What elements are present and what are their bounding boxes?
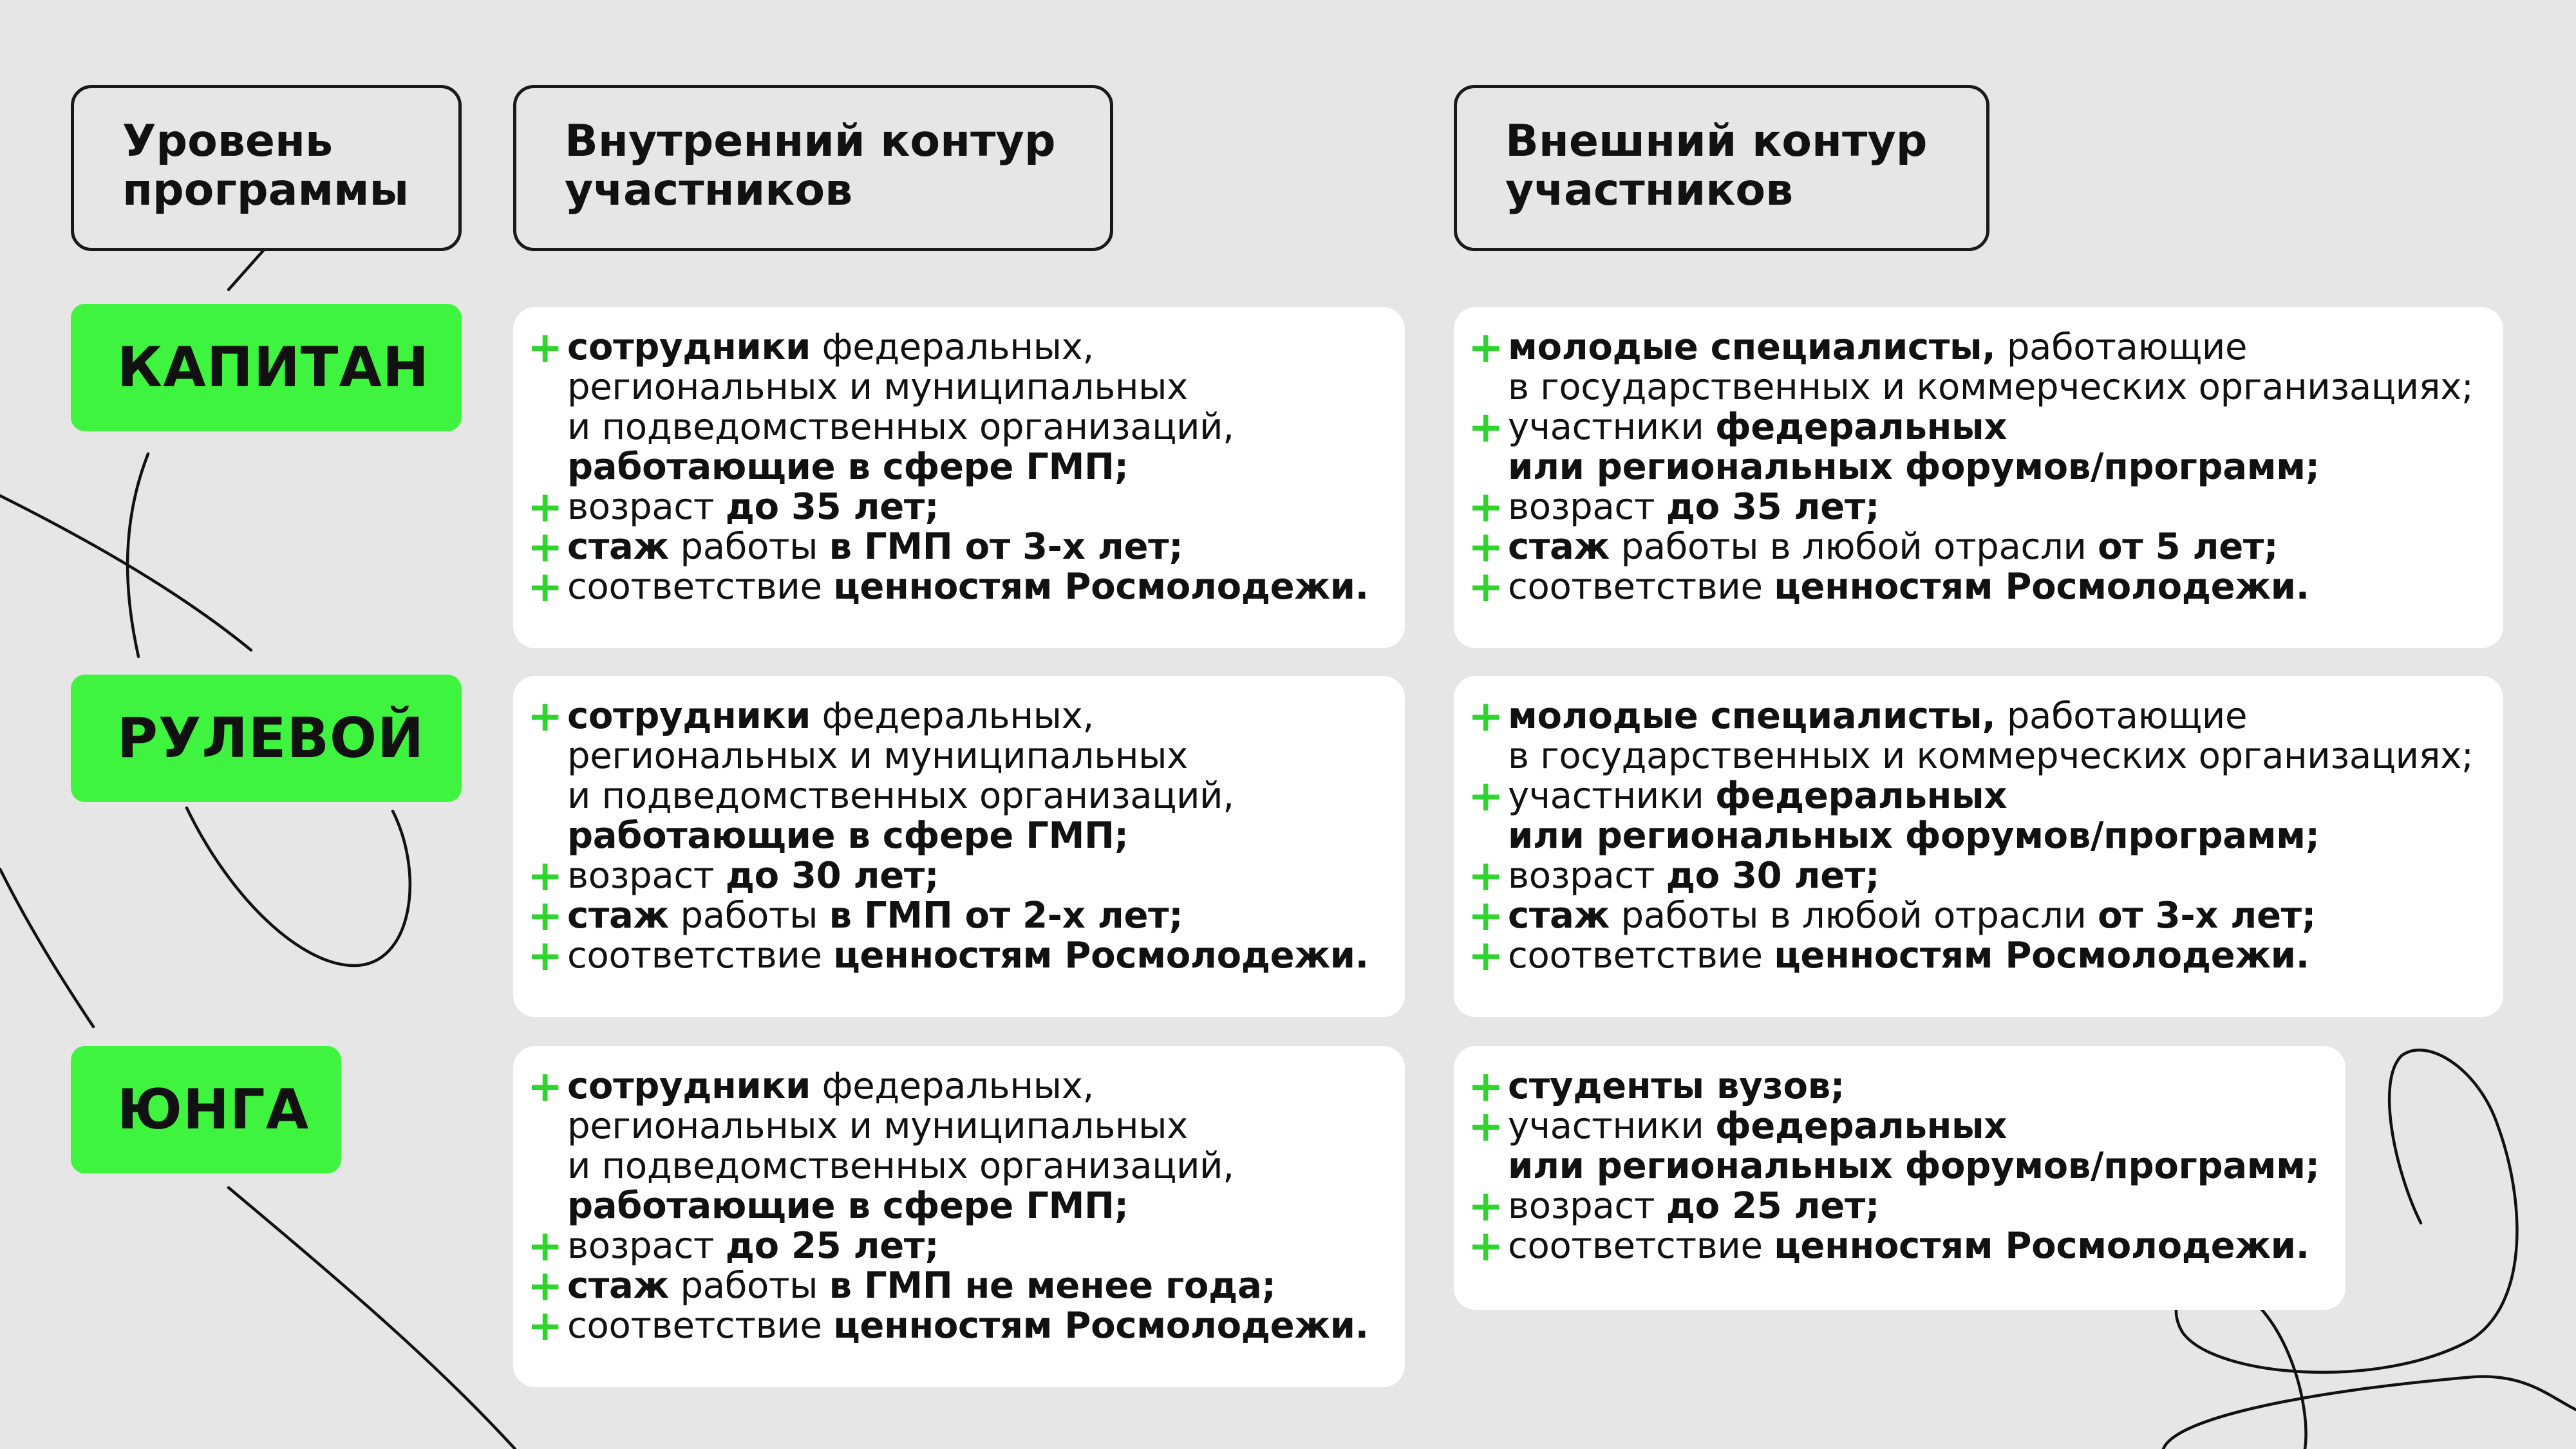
requirement-item xyxy=(1468,402,2503,488)
requirement-line xyxy=(1508,567,2503,607)
plus-icon: + xyxy=(527,562,563,612)
requirement-line xyxy=(1508,776,2503,816)
level-badge-yunga: ЮНГА xyxy=(71,1046,341,1173)
regular-text: возраст xyxy=(567,855,726,897)
requirement-item xyxy=(1468,771,2503,857)
regular-text: в государственных и коммерческих организациях; xyxy=(1508,366,2474,408)
plus-icon: + xyxy=(527,522,563,572)
requirement-line xyxy=(1508,487,2503,527)
bold-text: ценностям Росмолодежи. xyxy=(833,1305,1369,1347)
regular-text: возраст xyxy=(1508,855,1666,897)
requirement-item xyxy=(527,1061,1405,1227)
regular-text: возраст xyxy=(1508,1185,1666,1227)
regular-text: и подведомственных организаций, xyxy=(567,1145,1234,1187)
plus-icon: + xyxy=(1468,522,1504,572)
requirement-line xyxy=(567,1067,1405,1107)
header-level-line1: Уровень xyxy=(122,116,333,167)
regular-text: работы xyxy=(668,895,829,937)
plus-icon: + xyxy=(1468,1061,1504,1111)
requirement-line xyxy=(1508,368,2503,407)
regular-text: работы в любой отрасли xyxy=(1609,526,2098,568)
requirement-line xyxy=(1508,407,2503,447)
plus-icon: + xyxy=(1468,323,1504,372)
requirement-item xyxy=(527,891,1405,940)
plus-icon: + xyxy=(1468,931,1504,980)
bold-text: до 35 лет; xyxy=(1666,486,1880,528)
bold-text: ценностям Росмолодежи. xyxy=(1774,1225,2309,1267)
level-badge-kapitan: КАПИТАН xyxy=(71,304,462,431)
bold-text: стаж xyxy=(567,526,669,568)
bold-text: стаж xyxy=(567,895,669,937)
regular-text: работы xyxy=(668,526,829,568)
bold-text: молодые специалисты, xyxy=(1508,326,1996,368)
requirement-line xyxy=(1508,896,2503,936)
loop-line xyxy=(2163,1376,2576,1449)
requirement-item xyxy=(527,851,1405,901)
requirement-item xyxy=(527,1221,1405,1271)
requirement-line xyxy=(567,1107,1405,1146)
level-badge-rulevoy: РУЛЕВОЙ xyxy=(71,675,462,802)
regular-text: в государственных и коммерческих организациях; xyxy=(1508,735,2474,777)
requirement-item xyxy=(1468,1101,2346,1187)
regular-text: и подведомственных организаций, xyxy=(567,406,1234,448)
regular-text: участники xyxy=(1508,775,1715,817)
card-rulevoy-outer xyxy=(1454,676,2503,1017)
plus-icon: + xyxy=(1468,402,1504,452)
requirement-line xyxy=(1508,1186,2346,1226)
header-outer-line2: участников xyxy=(1505,165,1794,216)
header-level-line2: программы xyxy=(122,165,409,216)
requirement-item xyxy=(1468,323,2503,408)
card-rulevoy-inner xyxy=(513,676,1405,1017)
plus-icon: + xyxy=(1468,851,1504,901)
plus-icon: + xyxy=(527,891,563,940)
bold-text: ценностям Росмолодежи. xyxy=(1774,566,2309,608)
header-outer-line1: Внешний контур xyxy=(1505,116,1928,167)
requirement-line xyxy=(567,1146,1405,1186)
bold-text: до 30 лет; xyxy=(1666,855,1880,897)
bold-text: ценностям Росмолодежи. xyxy=(1774,935,2309,977)
plus-icon: + xyxy=(527,691,563,741)
bold-text: сотрудники xyxy=(567,695,811,737)
card-kapitan-outer xyxy=(1454,307,2503,648)
requirement-line xyxy=(567,407,1405,447)
regular-text: федеральных, xyxy=(811,695,1094,737)
regular-text: региональных и муниципальных xyxy=(567,735,1188,777)
bold-text: до 25 лет; xyxy=(1666,1185,1880,1227)
bold-text: или региональных форумов/программ; xyxy=(1508,815,2320,857)
requirement-line xyxy=(567,368,1405,407)
requirement-line xyxy=(567,736,1405,776)
bold-text: от 5 лет; xyxy=(2098,526,2279,568)
curve-line-5 xyxy=(229,1188,515,1449)
regular-text: возраст xyxy=(1508,486,1666,528)
regular-text: соответствие xyxy=(1508,566,1774,608)
requirement-line xyxy=(567,1306,1405,1346)
requirement-item xyxy=(1468,691,2503,777)
requirement-line xyxy=(567,936,1405,976)
requirement-line xyxy=(1508,816,2503,856)
requirement-line xyxy=(567,1186,1405,1226)
regular-text: федеральных, xyxy=(811,326,1094,368)
requirement-line xyxy=(1508,328,2503,368)
bold-text: до 25 лет; xyxy=(725,1225,939,1267)
card-yunga-inner xyxy=(513,1046,1405,1387)
header-inner-line1: Внутренний контур xyxy=(565,116,1056,167)
requirement-line xyxy=(567,816,1405,856)
requirement-line xyxy=(567,527,1405,567)
requirement-item xyxy=(1468,1221,2346,1271)
header-level xyxy=(71,85,462,251)
requirement-item xyxy=(527,323,1405,488)
requirement-line xyxy=(567,328,1405,368)
requirement-line xyxy=(1508,447,2503,487)
requirement-line xyxy=(1508,1226,2346,1266)
bold-text: ценностям Росмолодежи. xyxy=(833,935,1369,977)
plus-icon: + xyxy=(527,1061,563,1111)
bold-text: стаж xyxy=(567,1265,669,1307)
requirement-item xyxy=(527,931,1405,980)
plus-icon: + xyxy=(527,323,563,372)
curve-line-4 xyxy=(0,869,93,1027)
requirement-line xyxy=(567,696,1405,736)
regular-text: работы xyxy=(668,1265,829,1307)
requirement-line xyxy=(567,1266,1405,1306)
requirement-item xyxy=(1468,851,2503,901)
bold-text: или региональных форумов/программ; xyxy=(1508,446,2320,488)
plus-icon: + xyxy=(1468,1221,1504,1271)
plus-icon: + xyxy=(1468,1181,1504,1231)
header-inner-circuit xyxy=(513,85,1113,251)
bold-text: от 3-х лет; xyxy=(2098,895,2316,937)
bold-text: сотрудники xyxy=(567,1065,811,1107)
requirement-line xyxy=(1508,696,2503,736)
requirement-item xyxy=(1468,891,2503,940)
regular-text: соответствие xyxy=(567,566,834,608)
regular-text: возраст xyxy=(567,1225,726,1267)
requirement-item xyxy=(527,691,1405,857)
bold-text: работающие в сфере ГМП; xyxy=(567,446,1129,488)
requirement-item xyxy=(527,482,1405,532)
requirement-line xyxy=(1508,856,2503,896)
curve-line-2 xyxy=(127,454,148,657)
bold-text: в ГМП от 2-х лет; xyxy=(829,895,1183,937)
requirement-item xyxy=(1468,1061,2346,1111)
plus-icon: + xyxy=(1468,482,1504,532)
regular-text: и подведомственных организаций, xyxy=(567,775,1234,817)
regular-text: возраст xyxy=(567,486,726,528)
requirement-item xyxy=(527,562,1405,612)
regular-text: федеральных, xyxy=(811,1065,1094,1107)
plus-icon: + xyxy=(527,1261,563,1311)
requirement-line xyxy=(567,776,1405,816)
requirement-item xyxy=(527,1301,1405,1351)
requirement-line xyxy=(1508,936,2503,976)
requirement-line xyxy=(1508,1146,2346,1186)
bold-text: студенты вузов; xyxy=(1508,1065,1845,1107)
requirement-item xyxy=(1468,931,2503,980)
plus-icon: + xyxy=(527,482,563,532)
bold-text: федеральных xyxy=(1715,406,2007,448)
requirement-line xyxy=(567,487,1405,527)
connector-line xyxy=(229,250,264,290)
requirement-line xyxy=(567,447,1405,487)
regular-text: региональных и муниципальных xyxy=(567,1105,1188,1147)
plus-icon: + xyxy=(1468,771,1504,821)
regular-text: работающие xyxy=(1995,326,2248,368)
bold-text: работающие в сфере ГМП; xyxy=(567,1185,1129,1227)
regular-text: соответствие xyxy=(1508,935,1774,977)
bold-text: молодые специалисты, xyxy=(1508,695,1996,737)
bold-text: стаж xyxy=(1508,895,1610,937)
regular-text: региональных и муниципальных xyxy=(567,366,1188,408)
header-outer-circuit xyxy=(1454,85,1989,251)
bold-text: сотрудники xyxy=(567,326,811,368)
bold-text: федеральных xyxy=(1715,775,2007,817)
requirement-item xyxy=(1468,562,2503,612)
bold-text: работающие в сфере ГМП; xyxy=(567,815,1129,857)
requirement-item xyxy=(527,522,1405,572)
requirement-line xyxy=(567,567,1405,607)
requirement-line xyxy=(1508,527,2503,567)
requirement-item xyxy=(1468,522,2503,572)
bold-text: или региональных форумов/программ; xyxy=(1508,1145,2320,1187)
card-kapitan-inner xyxy=(513,307,1405,648)
requirement-item xyxy=(1468,482,2503,532)
requirement-item xyxy=(527,1261,1405,1311)
curve-line-1 xyxy=(0,496,251,650)
regular-text: соответствие xyxy=(567,935,834,977)
regular-text: работы в любой отрасли xyxy=(1609,895,2098,937)
plus-icon: + xyxy=(527,851,563,901)
plus-icon: + xyxy=(1468,1101,1504,1151)
regular-text: участники xyxy=(1508,1105,1715,1147)
bold-text: в ГМП не менее года; xyxy=(829,1265,1276,1307)
plus-icon: + xyxy=(527,931,563,980)
curve-line-3 xyxy=(187,808,410,966)
bold-text: до 30 лет; xyxy=(725,855,939,897)
regular-text: соответствие xyxy=(1508,1225,1774,1267)
plus-icon: + xyxy=(1468,562,1504,612)
requirement-line xyxy=(567,856,1405,896)
requirement-line xyxy=(567,1226,1405,1266)
bold-text: федеральных xyxy=(1715,1105,2007,1147)
requirement-item xyxy=(1468,1181,2346,1231)
regular-text: соответствие xyxy=(567,1305,834,1347)
bold-text: стаж xyxy=(1508,526,1610,568)
plus-icon: + xyxy=(527,1221,563,1271)
bold-text: ценностям Росмолодежи. xyxy=(833,566,1369,608)
regular-text: работающие xyxy=(1995,695,2248,737)
requirement-line xyxy=(567,896,1405,936)
requirement-line xyxy=(1508,736,2503,776)
header-inner-line2: участников xyxy=(565,165,853,216)
bold-text: до 35 лет; xyxy=(725,486,939,528)
regular-text: участники xyxy=(1508,406,1715,448)
plus-icon: + xyxy=(527,1301,563,1351)
requirement-line xyxy=(1508,1107,2346,1146)
requirement-line xyxy=(1508,1067,2346,1107)
card-yunga-outer xyxy=(1454,1046,2346,1310)
plus-icon: + xyxy=(1468,691,1504,741)
plus-icon: + xyxy=(1468,891,1504,940)
bold-text: в ГМП от 3-х лет; xyxy=(829,526,1183,568)
